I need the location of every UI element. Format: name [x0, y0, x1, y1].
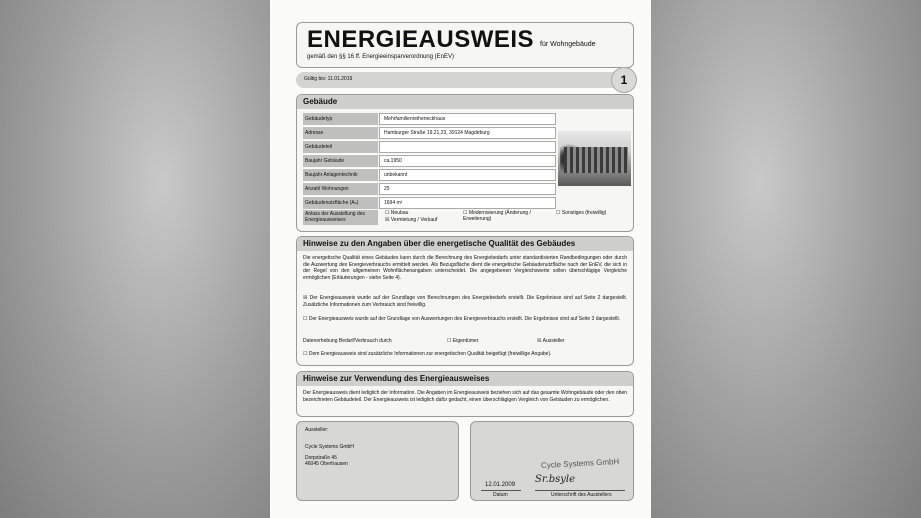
checkbox-label: Neubau: [390, 210, 409, 216]
row-label: Adresse: [303, 127, 378, 139]
option-verbrauch[interactable]: [303, 316, 627, 323]
building-photo: [558, 131, 631, 186]
issuer-street: Dorpstraße 45: [305, 455, 337, 461]
building-heading: Gebäude: [297, 95, 633, 109]
checkbox-neubau[interactable]: ☐ Neubau: [385, 210, 409, 216]
table-row: [303, 197, 556, 211]
building-table: [303, 113, 556, 211]
row-value: 25: [379, 183, 556, 195]
row-value: unbekannt: [379, 169, 556, 181]
checkbox-sonstiges[interactable]: ☐ Sonstiges (freiwillig): [556, 210, 607, 216]
checkbox-vermietung[interactable]: ☒ Vermietung / Verkauf: [385, 217, 438, 223]
building-section: [296, 94, 634, 232]
table-row: [303, 183, 556, 197]
legal-basis: gemäß den §§ 16 ff. Energieeinsparverordnung (EnEV): [307, 54, 454, 60]
date-caption: Datum: [493, 492, 508, 498]
checkbox-label: Eigentümer: [452, 338, 479, 344]
signature-caption: Unterschrift des Ausstellers: [551, 492, 612, 498]
validity-bar: [296, 72, 622, 88]
usage-heading: Hinweise zur Verwendung des Energieausweises: [297, 372, 633, 386]
notes-section: [296, 236, 634, 366]
row-value: ca.1950: [379, 155, 556, 167]
checkbox-modernisierung[interactable]: ☐ Modernisierung (Änderung / Erweiterung): [463, 210, 531, 222]
notes-heading: Hinweise zu den Angaben über die energetische Qualität des Gebäudes: [297, 237, 633, 251]
issuer-name: Cycle Systems GmbH: [305, 444, 354, 450]
row-label: Baujahr Anlagentechnik: [303, 169, 378, 181]
usage-text: Der Energieausweis dient lediglich der Information. Die Angaben im Energieausweis beziehen sich auf das gesamte Wohngebäude oder den oben bezeichneten Gebäudeteil. Der Energieausweis ist lediglich dafür gedacht, einen überschlägigen Vergleich von Gebäuden zu ermöglichen.: [303, 390, 628, 403]
table-row: [303, 141, 556, 155]
notes-intro: Die energetische Qualität eines Gebäudes kann durch die Berechnung des Energiebedarfs unter standardisierten Randbedingungen oder durch die Auswertung des Energieverbrauchs ermittelt werden. Als Bezugsfläche dient die energetische Gebäudenutzfläche nach der EnEV, die sich in der Regel von den allgemeinen Wohnflächenangaben unterscheidet. Die angegebenen Vergleichswerte sollen überschlägige Vergleiche ermöglichen (Erläuterungen - siehe Seite 4).: [303, 255, 627, 281]
row-label: Gebäudetyp: [303, 113, 378, 125]
title-box: [296, 22, 634, 68]
handwritten-signature: Sr.bsyle: [535, 474, 576, 485]
issuer-label: Aussteller:: [305, 427, 329, 433]
valid-until: Gültig bis: 11.01.2019: [304, 76, 353, 82]
checkbox-label: Modernisierung (Änderung / Erweiterung): [463, 210, 531, 222]
issuer-box: [296, 421, 459, 501]
unchecked-box-icon: ☐: [303, 316, 309, 322]
checkbox-label: Vermietung / Verkauf: [390, 217, 438, 223]
date-line: [481, 490, 521, 491]
usage-section: [296, 371, 634, 417]
data-collection-label: Datenerhebung Bedarf/Verbrauch durch: [303, 338, 392, 344]
row-label: Gebäudeteil: [303, 141, 378, 153]
issuer-city: 46045 Oberhausen: [305, 461, 348, 467]
option-bedarf-text: Der Energieausweis wurde auf der Grundlage von Berechnungen des Energiebedarfs erstellt. Die Ergebnisse sind auf Seite 2 dargestellt. Zusätzliche Informationen zum Verbrauch sind freiwillig.: [303, 295, 627, 308]
row-value: 1694 m²: [379, 197, 556, 209]
checkbox-label: Sonstiges (freiwillig): [561, 210, 607, 216]
occasion-label: Anlass der Ausstellung des Energieausweises: [303, 210, 378, 225]
row-label: Gebäudenutzfläche (Aₙ): [303, 197, 378, 209]
unchecked-box-icon: ☐: [303, 351, 309, 357]
checkbox-aussteller[interactable]: ☒ Aussteller: [537, 338, 565, 344]
option-bedarf[interactable]: [303, 295, 627, 308]
checked-box-icon: ☒: [303, 295, 310, 301]
table-row: [303, 155, 556, 169]
checkbox-eigentuemer[interactable]: ☐ Eigentümer: [447, 338, 479, 344]
option-zusatz-text: Dem Energieausweis sind zusätzliche Informationen zur energetischen Qualität beigefügt (freiwillige Angabe).: [308, 351, 552, 357]
title-suffix: für Wohngebäude: [540, 41, 596, 48]
option-zusatz[interactable]: [303, 351, 627, 358]
building-shape: [564, 147, 628, 173]
table-row: [303, 113, 556, 127]
row-value: Mehrfamilienreiheneckhaus: [379, 113, 556, 125]
document-page: [270, 0, 651, 518]
table-row: [303, 127, 556, 141]
signature-box: [470, 421, 634, 501]
row-label: Anzahl Wohnungen: [303, 183, 378, 195]
option-verbrauch-text: Der Energieausweis wurde auf der Grundlage von Auswertungen des Energieverbrauchs erstellt. Die Ergebnisse sind auf Seite 3 dargestellt.: [308, 316, 621, 322]
table-row: [303, 169, 556, 183]
signature-date: 12.01.2009: [485, 482, 516, 488]
company-stamp: Cycle Systems GmbH: [540, 456, 620, 471]
checkbox-label: Aussteller: [542, 338, 565, 344]
signature-line: [535, 490, 625, 491]
page-title: ENERGIEAUSWEIS: [307, 26, 535, 53]
row-value: Hamburger Straße 19,21,23, 39124 Magdeburg: [379, 127, 556, 139]
page-number-badge: 1: [611, 67, 637, 93]
row-label: Baujahr Gebäude: [303, 155, 378, 167]
row-value: [379, 141, 556, 153]
